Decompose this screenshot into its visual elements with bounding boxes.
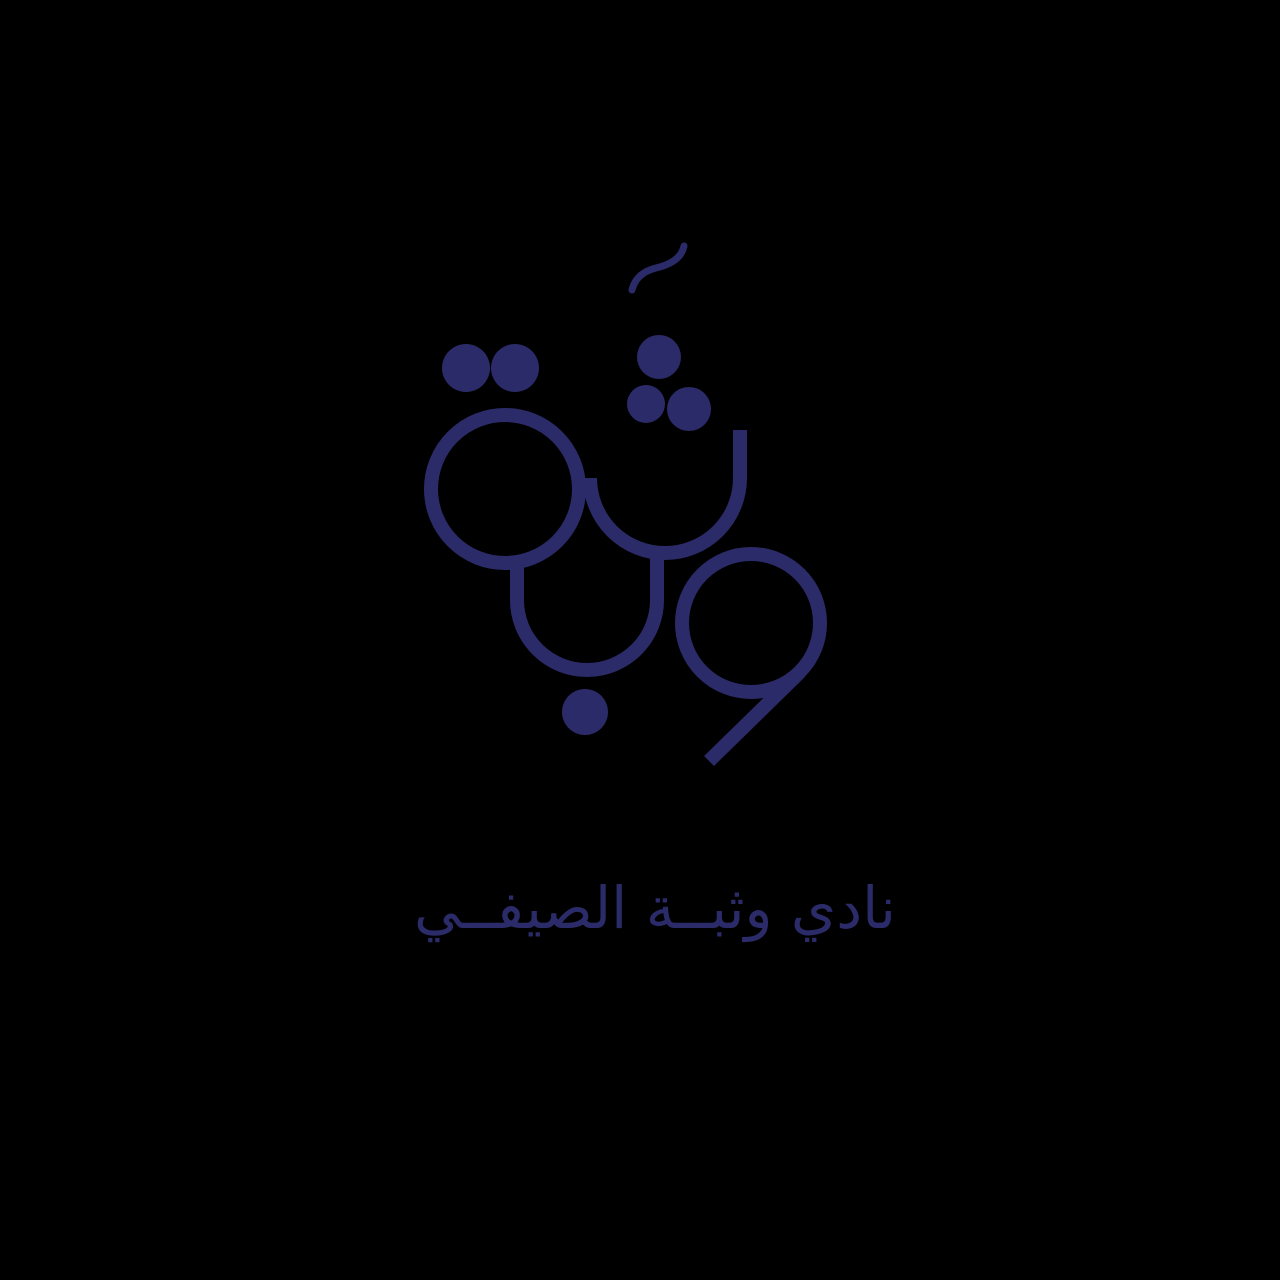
tha-dot-top: [637, 335, 681, 379]
tha-cup: [590, 430, 740, 553]
club-name: نادي وثبــة الصيفــي: [414, 874, 896, 942]
damma-mark: [632, 246, 684, 290]
ba-cup: [517, 552, 657, 670]
ba-dot: [562, 689, 608, 735]
tha-dot-left: [627, 385, 665, 423]
ta-marbuta-dot-right: [491, 344, 539, 392]
tha-dot-right: [667, 387, 711, 431]
ta-marbuta-dot-left: [442, 344, 490, 392]
ta-marbuta-ring: [431, 415, 579, 563]
